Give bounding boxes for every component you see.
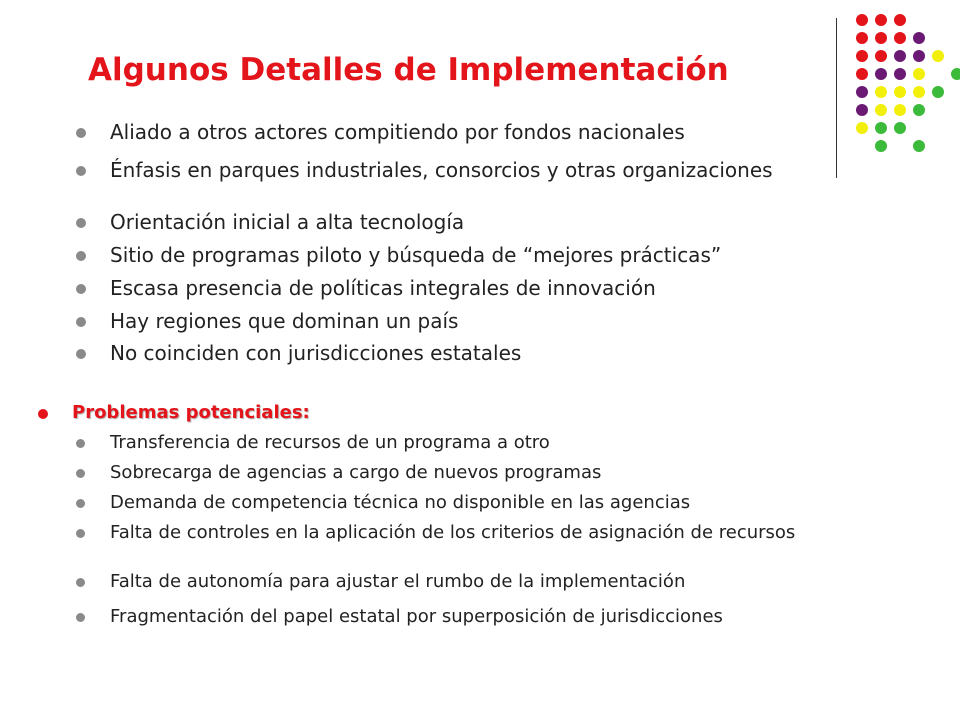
- decorative-dot: [932, 86, 944, 98]
- list-item-text: Orientación inicial a alta tecnología: [110, 210, 465, 234]
- list-item: [110, 433, 930, 452]
- decorative-dot: [856, 32, 868, 44]
- bullet-icon: [76, 613, 85, 622]
- section-heading-text: Problemas potenciales:: [72, 402, 310, 423]
- list-item-text: Hay regiones que dominan un país: [110, 309, 459, 333]
- list-item: [110, 160, 945, 181]
- list-item-text: No coinciden con jurisdicciones estatales: [110, 341, 522, 365]
- decorative-dot: [856, 50, 868, 62]
- bullet-icon: [76, 578, 85, 587]
- decorative-dot: [856, 14, 868, 26]
- decorative-dot: [875, 14, 887, 26]
- decorative-dot: [932, 50, 944, 62]
- list-item-text: Fragmentación del papel estatal por superposición de jurisdicciones: [110, 606, 723, 627]
- bullet-icon: [76, 251, 86, 261]
- list-item: [110, 343, 945, 364]
- decorative-dot: [913, 104, 925, 116]
- bullet-icon: [76, 317, 86, 327]
- decorative-dot: [894, 104, 906, 116]
- list-item-text: Sitio de programas piloto y búsqueda de “mejores prácticas”: [110, 243, 722, 267]
- slide-title: Algunos Detalles de Implementación: [88, 52, 729, 88]
- list-item-text: Escasa presencia de políticas integrales de innovación: [110, 276, 656, 300]
- list-item-text: Aliado a otros actores compitiendo por fondos nacionales: [110, 120, 685, 144]
- list-item-text: Sobrecarga de agencias a cargo de nuevos programas: [110, 462, 602, 483]
- decorative-dot: [875, 68, 887, 80]
- list-item: [110, 311, 945, 332]
- bullet-icon: [76, 128, 86, 138]
- section-heading: [72, 402, 310, 423]
- list-item: [110, 572, 930, 591]
- decorative-dot: [875, 32, 887, 44]
- decorative-dot: [875, 50, 887, 62]
- list-item: [110, 463, 930, 482]
- decorative-dot: [875, 104, 887, 116]
- bullet-icon: [76, 349, 86, 359]
- bullet-icon: [76, 439, 85, 448]
- list-item: [110, 122, 945, 143]
- section-bullet-icon: [38, 409, 48, 419]
- decorative-dot: [894, 14, 906, 26]
- list-item-text: Falta de controles en la aplicación de los criterios de asignación de recursos: [110, 522, 796, 543]
- bullet-icon: [76, 284, 86, 294]
- list-item: [110, 493, 930, 512]
- decorative-dot: [913, 50, 925, 62]
- list-item: [110, 245, 945, 266]
- list-item-text: Falta de autonomía para ajustar el rumbo de la implementación: [110, 571, 686, 592]
- decorative-dot: [894, 50, 906, 62]
- list-item: [110, 278, 945, 299]
- decorative-vertical-line: [836, 18, 837, 178]
- decorative-dot: [856, 68, 868, 80]
- decorative-dot: [856, 104, 868, 116]
- bullet-icon: [76, 218, 86, 228]
- bullet-icon: [76, 469, 85, 478]
- decorative-dot: [951, 68, 960, 80]
- bullet-icon: [76, 166, 86, 176]
- decorative-dot: [856, 86, 868, 98]
- decorative-dot: [913, 32, 925, 44]
- decorative-dot: [875, 86, 887, 98]
- decorative-dot: [913, 68, 925, 80]
- decorative-dot: [894, 32, 906, 44]
- decorative-dot: [894, 86, 906, 98]
- list-item-text: Transferencia de recursos de un programa a otro: [110, 432, 550, 453]
- list-item-text: Énfasis en parques industriales, consorcios y otras organizaciones: [110, 158, 773, 182]
- decorative-dot: [894, 68, 906, 80]
- list-item-text: Demanda de competencia técnica no disponible en las agencias: [110, 492, 691, 513]
- list-item: [110, 607, 930, 626]
- list-item: [110, 523, 930, 542]
- decorative-dot: [913, 86, 925, 98]
- bullet-icon: [76, 499, 85, 508]
- list-item: [110, 212, 945, 233]
- bullet-icon: [76, 529, 85, 538]
